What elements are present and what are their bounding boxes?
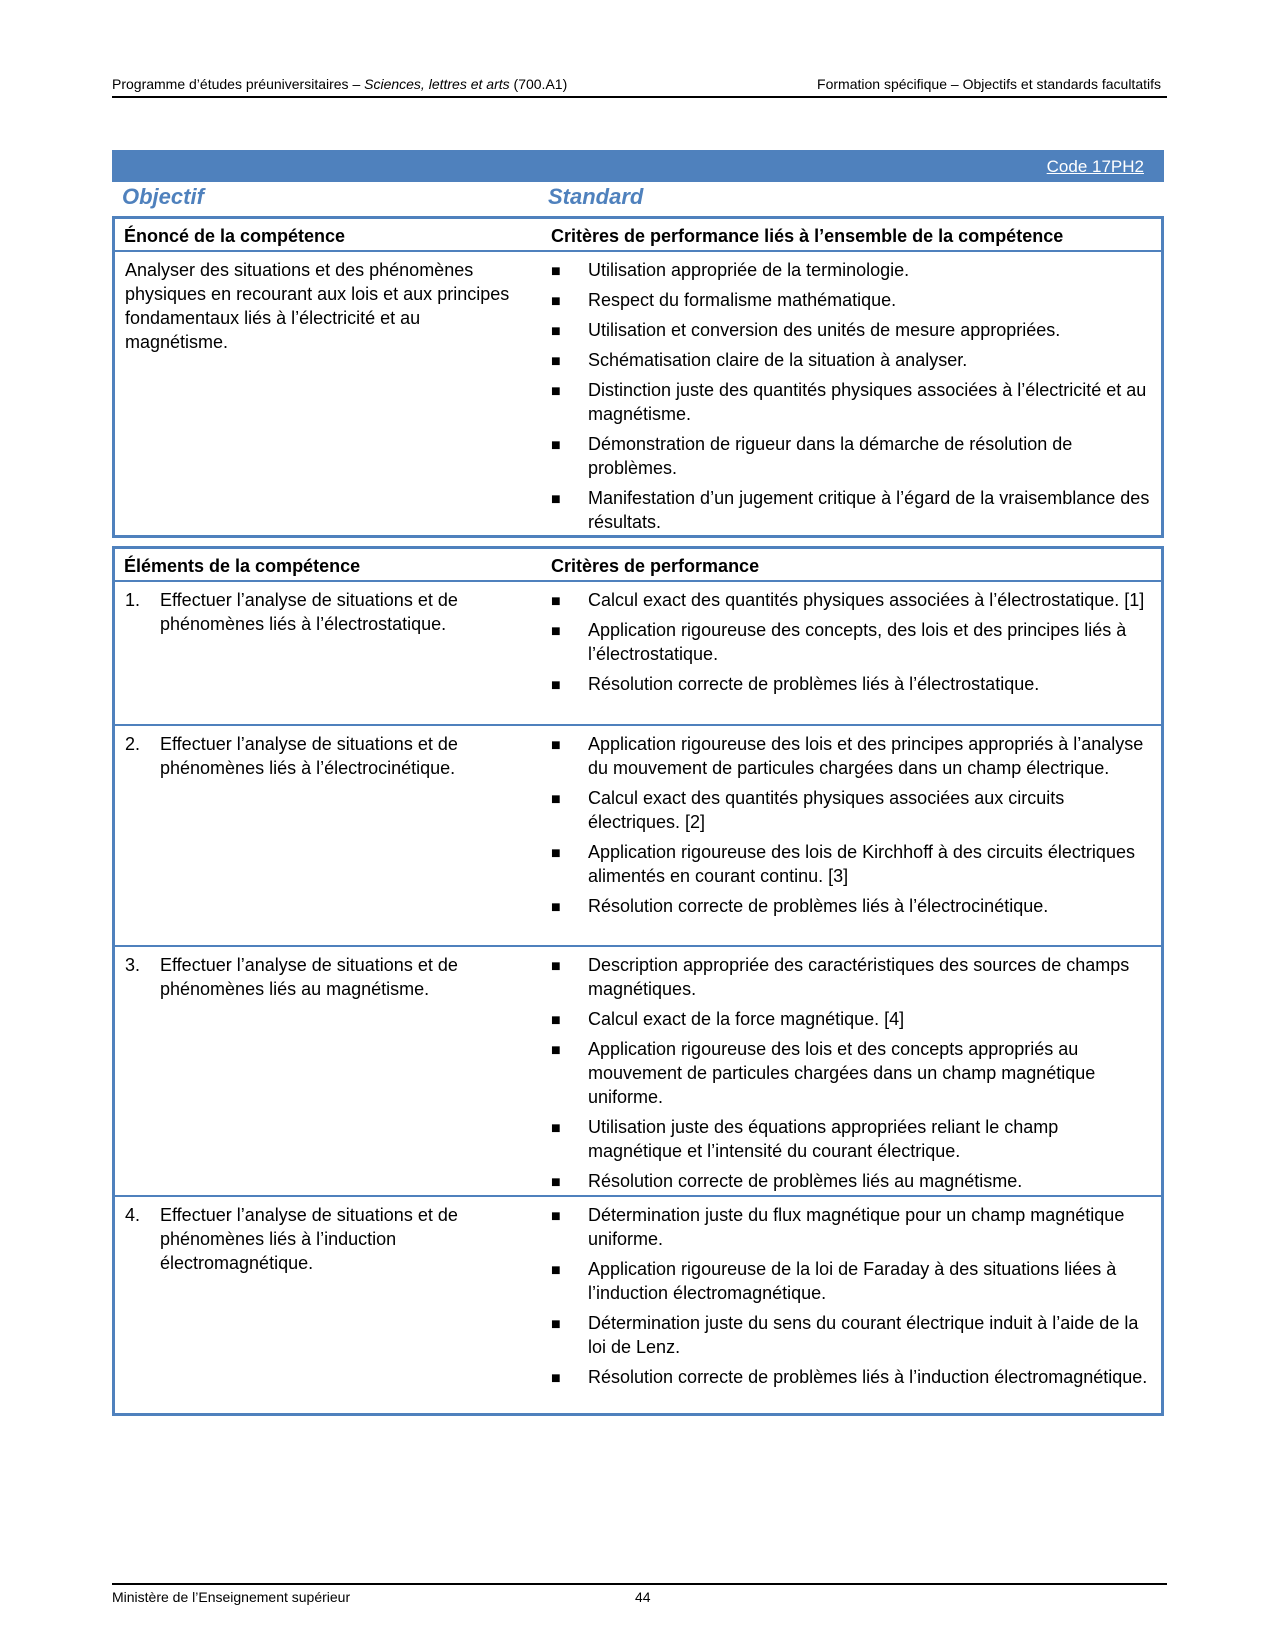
criterion-item — [551, 486, 1151, 534]
element-criteria-list — [551, 953, 1151, 1199]
criterion-item — [551, 378, 1151, 426]
bullet-icon: ■ — [551, 791, 561, 808]
element-text: Effectuer l’analyse de situations et de phénomènes liés à l’induction électromagnétique. — [160, 1205, 458, 1273]
criterion-text: Calcul exact de la force magnétique. [4] — [588, 1009, 905, 1029]
element-text: Effectuer l’analyse de situations et de phénomènes liés au magnétisme. — [160, 955, 458, 999]
criterion-item — [551, 288, 1151, 312]
criterion-text: Schématisation claire de la situation à analyser. — [588, 350, 968, 370]
performance-criteria-heading: Critères de performance — [551, 556, 760, 576]
bullet-icon: ■ — [551, 437, 561, 454]
criterion-item — [551, 348, 1151, 372]
bullet-icon: ■ — [551, 1262, 561, 1279]
bullet-icon: ■ — [551, 263, 561, 280]
criterion-text: Application rigoureuse des lois et des principes appropriés à l’analyse du mouvement de particules chargées dans un champ électrique. — [588, 734, 1144, 778]
bullet-icon: ■ — [551, 491, 561, 508]
criterion-item — [551, 1007, 1151, 1031]
criterion-text: Résolution correcte de problèmes liés à l’électrocinétique. — [588, 896, 1049, 916]
criterion-item — [551, 840, 1151, 888]
header-program-name: Sciences, lettres et arts — [364, 76, 510, 92]
competence-elements-header — [115, 549, 1161, 582]
criterion-item — [551, 1169, 1151, 1193]
page-header — [112, 76, 1167, 98]
objectif-label: Objectif — [122, 184, 204, 209]
element-number: 4. — [125, 1205, 141, 1225]
criterion-item — [551, 1037, 1151, 1109]
page-number: 44 — [635, 1589, 651, 1605]
overall-criteria-heading: Critères de performance liés à l’ensemble de la compétence — [551, 226, 1064, 246]
elements-heading: Éléments de la compétence — [124, 556, 361, 576]
criterion-item — [551, 1115, 1151, 1163]
bullet-icon: ■ — [551, 623, 561, 640]
statement-heading: Énoncé de la compétence — [124, 226, 346, 246]
criterion-text: Calcul exact des quantités physiques associées à l’électrostatique. [1] — [588, 590, 1145, 610]
bullet-icon: ■ — [551, 899, 561, 916]
bullet-icon: ■ — [551, 737, 561, 754]
bullet-icon: ■ — [551, 958, 561, 975]
criterion-text: Distinction juste des quantités physiques associées à l’électricité et au magnétisme. — [588, 380, 1147, 424]
header-program — [112, 76, 567, 92]
bullet-icon: ■ — [551, 383, 561, 400]
element-criteria-list — [551, 732, 1151, 924]
statement-text: Analyser des situations et des phénomènes physiques en recourant aux lois et aux principes fondamentaux liés à l’électricité et au magnétisme. — [125, 260, 510, 352]
criterion-text: Calcul exact des quantités physiques associées aux circuits électriques. [2] — [588, 788, 1065, 832]
criterion-text: Utilisation appropriée de la terminologie. — [588, 260, 910, 280]
standard-label: Standard — [548, 184, 644, 209]
criterion-text: Application rigoureuse de la loi de Faraday à des situations liées à l’induction électromagnétique. — [588, 1259, 1117, 1303]
code-link[interactable]: Code 17PH2 — [1046, 157, 1144, 176]
element-criteria-list — [551, 1203, 1151, 1395]
criterion-text: Description appropriée des caractéristiques des sources de champs magnétiques. — [588, 955, 1130, 999]
criterion-text: Détermination juste du sens du courant électrique induit à l’aide de la loi de Lenz. — [588, 1313, 1139, 1357]
criterion-text: Respect du formalisme mathématique. — [588, 290, 897, 310]
header-program-code: (700.A1) — [509, 76, 568, 92]
criterion-text: Application rigoureuse des lois de Kirchhoff à des circuits électriques alimentés en courant continu. [3] — [588, 842, 1135, 886]
bullet-icon: ■ — [551, 1370, 561, 1387]
criterion-text: Détermination juste du flux magnétique pour un champ magnétique uniforme. — [588, 1205, 1125, 1249]
criterion-text: Démonstration de rigueur dans la démarche de résolution de problèmes. — [588, 434, 1073, 478]
footer-ministry: Ministère de l’Enseignement supérieur — [112, 1589, 351, 1605]
bullet-icon: ■ — [551, 353, 561, 370]
bullet-icon: ■ — [551, 1174, 561, 1191]
criterion-item — [551, 672, 1151, 696]
element-criteria-list — [551, 588, 1151, 702]
criterion-text: Résolution correcte de problèmes liés à l’induction électromagnétique. — [588, 1367, 1148, 1387]
criterion-text: Résolution correcte de problèmes liés à l’électrostatique. — [588, 674, 1040, 694]
criterion-item — [551, 1203, 1151, 1251]
criterion-item — [551, 258, 1151, 282]
criterion-item — [551, 588, 1151, 612]
bullet-icon: ■ — [551, 1012, 561, 1029]
element-text: Effectuer l’analyse de situations et de phénomènes liés à l’électrostatique. — [160, 590, 458, 634]
element-number: 1. — [125, 590, 141, 610]
criterion-item — [551, 894, 1151, 918]
bullet-icon: ■ — [551, 1316, 561, 1333]
criterion-text: Utilisation et conversion des unités de mesure appropriées. — [588, 320, 1061, 340]
criterion-item — [551, 732, 1151, 780]
page-footer — [112, 1583, 1167, 1607]
bullet-icon: ■ — [551, 677, 561, 694]
competence-statement-header — [115, 219, 1161, 252]
competence-statement-box — [112, 216, 1164, 538]
bullet-icon: ■ — [551, 1208, 561, 1225]
element-row-2 — [115, 724, 1161, 916]
bullet-icon: ■ — [551, 293, 561, 310]
criterion-text: Application rigoureuse des lois et des concepts appropriés au mouvement de particules chargées dans un champ magnétique uniforme. — [588, 1039, 1096, 1107]
bullet-icon: ■ — [551, 845, 561, 862]
bullet-icon: ■ — [551, 1042, 561, 1059]
criterion-item — [551, 1311, 1151, 1359]
overall-criteria-list — [551, 258, 1151, 540]
element-number: 3. — [125, 955, 141, 975]
bullet-icon: ■ — [551, 1120, 561, 1137]
bullet-icon: ■ — [551, 323, 561, 340]
header-program-prefix: Programme d’études préuniversitaires – — [112, 76, 365, 92]
bullet-icon: ■ — [551, 593, 561, 610]
header-section: Formation spécifique – Objectifs et standards facultatifs — [817, 76, 1161, 92]
criterion-item — [551, 432, 1151, 480]
criterion-text: Manifestation d’un jugement critique à l’égard de la vraisemblance des résultats. — [588, 488, 1150, 532]
element-number: 2. — [125, 734, 141, 754]
element-text: Effectuer l’analyse de situations et de phénomènes liés à l’électrocinétique. — [160, 734, 458, 778]
criterion-item — [551, 618, 1151, 666]
criterion-item — [551, 953, 1151, 1001]
criterion-item — [551, 786, 1151, 834]
competence-elements-box — [112, 546, 1164, 1416]
code-bar — [112, 150, 1164, 182]
criterion-item — [551, 1257, 1151, 1305]
criterion-text: Résolution correcte de problèmes liés au magnétisme. — [588, 1171, 1023, 1191]
element-row-3 — [115, 945, 1161, 1191]
criterion-text: Utilisation juste des équations appropriées reliant le champ magnétique et l’intensité du courant électrique. — [588, 1117, 1059, 1161]
criterion-item — [551, 318, 1151, 342]
criterion-item — [551, 1365, 1151, 1389]
criterion-text: Application rigoureuse des concepts, des lois et des principes liés à l’électrostatique. — [588, 620, 1127, 664]
element-row-4 — [115, 1195, 1161, 1387]
